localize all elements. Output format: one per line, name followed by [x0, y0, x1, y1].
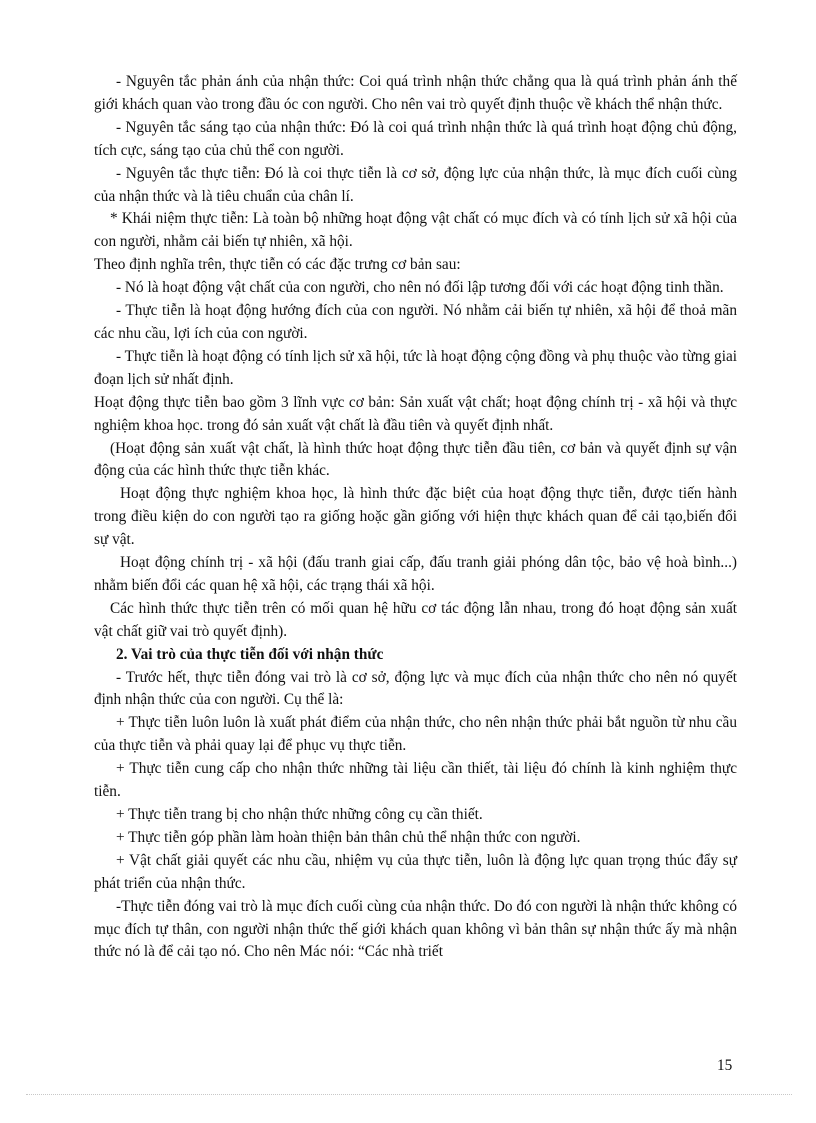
paragraph-provides-tools: + Thực tiễn trang bị cho nhận thức những công cụ cần thiết.: [116, 806, 483, 823]
section-heading: 2. Vai trò của thực tiễn đối với nhận thức: [116, 645, 384, 663]
page-number: 15: [717, 1057, 733, 1074]
page-bottom-divider: [26, 1094, 792, 1095]
paragraph-provides-materials: + Thực tiễn cung cấp cho nhận thức những tài liệu cần thiết, tài liệu đó chính là kinh nghiệm thực tiễn.: [94, 760, 737, 801]
paragraph-perfects-subject: + Thực tiễn góp phần làm hoàn thiện bản thân chủ thể nhận thức con người.: [116, 828, 581, 846]
paragraph-driving-force: + Vật chất giải quyết các nhu cầu, nhiệm vụ của thực tiễn, luôn là động lực quan trọng thúc đẩy sự phát triển của nhận thức.: [94, 851, 737, 892]
paragraph-reflection-principle: - Nguyên tắc phản ánh của nhận thức: Coi quá trình nhận thức chẳng qua là quá trình phản ánh thế giới khách quan vào trong đầu óc con người. Cho nên vai trò quyết định thuộc về khách thể nhận thức.: [94, 73, 737, 113]
paragraph-creativity-principle: - Nguyên tắc sáng tạo của nhận thức: Đó là coi quá trình nhận thức là quá trình hoạt động chủ động, tích cực, sáng tạo của chủ thể con người.: [94, 118, 737, 159]
paragraph-final-purpose: -Thực tiễn đóng vai trò là mục đích cuối cùng của nhận thức. Do đó con người là nhận thức không có mục đích tự thân, con người nhận thức thế giới khách quan không vì bản thân sự nhận thức ấy mà nhận thức nó là để cải tạo nó. Cho nên Mác nói: “Các nhà triết: [94, 897, 737, 961]
paragraph-definition-intro: Theo định nghĩa trên, thực tiễn có các đặc trưng cơ bản sau:: [94, 256, 461, 274]
paragraph-organic-relation: Các hình thức thực tiễn trên có mối quan hệ hữu cơ tác động lẫn nhau, trong đó hoạt động sản xuất vật chất giữ vai trò quyết định).: [94, 599, 737, 640]
paragraph-political-social: Hoạt động chính trị - xã hội (đấu tranh giai cấp, đấu tranh giải phóng dân tộc, bảo vệ hoà bình...) nhằm biến đổi các quan hệ xã hội, các trạng thái xã hội.: [94, 554, 737, 594]
paragraph-trait-historical: - Thực tiễn là hoạt động có tính lịch sử xã hội, tức là hoạt động cộng đồng và phụ thuộc vào từng giai đoạn lịch sử nhất định.: [94, 347, 737, 388]
paragraph-practice-principle: - Nguyên tắc thực tiễn: Đó là coi thực tiễn là cơ sở, động lực của nhận thức, là mục đích cuối cùng của nhận thức và là tiêu chuẩn của chân lí.: [94, 164, 737, 205]
paragraph-trait-material: - Nó là hoạt động vật chất của con người, cho nên nó đối lập tương đối với các hoạt động tinh thần.: [116, 279, 724, 297]
paragraph-trait-purpose: - Thực tiễn là hoạt động hướng đích của con người. Nó nhằm cải biến tự nhiên, xã hội để thoả mãn các nhu cầu, lợi ích của con người.: [94, 302, 737, 342]
paragraph-three-fields: Hoạt động thực tiễn bao gồm 3 lĩnh vực cơ bản: Sản xuất vật chất; hoạt động chính trị - xã hội và thực nghiệm khoa học. trong đó sản xuất vật chất là đầu tiên và quyết định nhất.: [94, 393, 737, 434]
paragraph-scientific-experiment: Hoạt động thực nghiệm khoa học, là hình thức đặc biệt của hoạt động thực tiễn, được tiến hành trong điều kiện do con người tạo ra giống hoặc gần giống với hiện thực khách quan để cải tạo,biến đổi sự vật.: [94, 485, 737, 549]
body-text: [94, 71, 737, 964]
paragraph-starting-point: + Thực tiễn luôn luôn là xuất phát điểm của nhận thức, cho nên nhận thức phải bắt nguồn từ nhu cầu của thực tiễn và phải quay lại để phục vụ thực tiễn.: [94, 714, 737, 755]
paragraph-role-intro: - Trước hết, thực tiễn đóng vai trò là cơ sở, động lực và mục đích của nhận thức cho nên nó quyết định nhận thức của con người. Cụ thể là:: [94, 668, 737, 709]
paragraph-material-production: (Hoạt động sản xuất vật chất, là hình thức hoạt động thực tiễn đầu tiên, cơ bản và quyết định sự vận động của các hình thức thực tiễn khác.: [94, 439, 737, 480]
paragraph-practice-concept: * Khái niệm thực tiễn: Là toàn bộ những hoạt động vật chất có mục đích và có tính lịch sử xã hội của con người, nhằm cải biến tự nhiên, xã hội.: [94, 210, 737, 251]
